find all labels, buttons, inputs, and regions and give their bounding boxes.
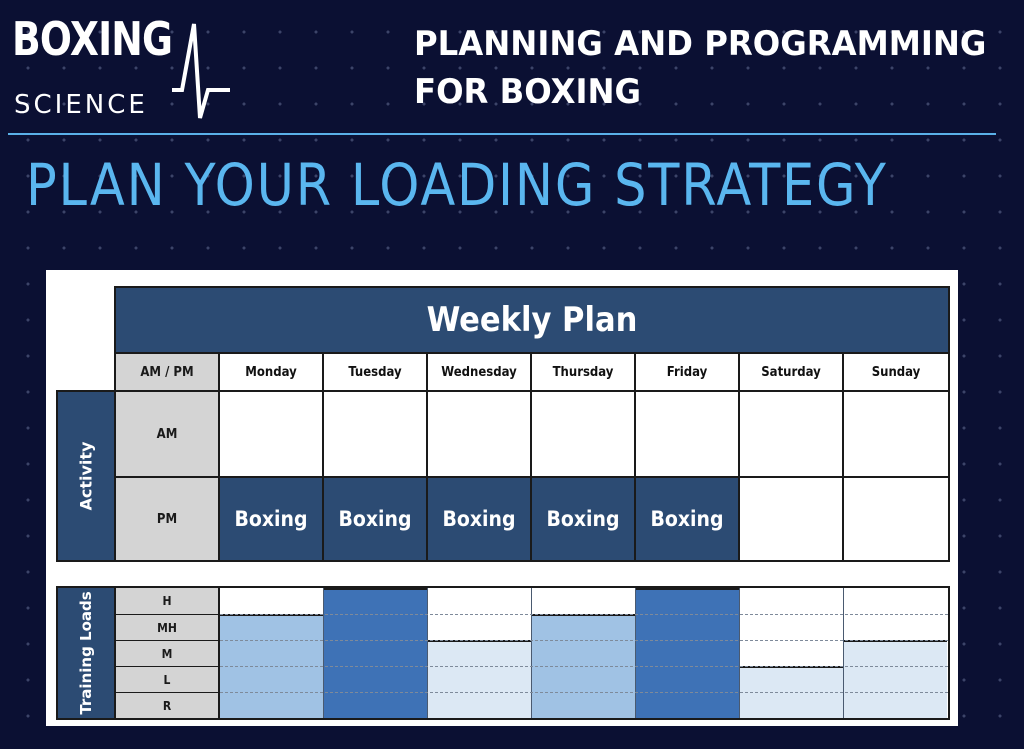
load-row-guide (220, 640, 948, 641)
pm-cell-monday: Boxing (218, 476, 324, 562)
pm-cell-saturday (738, 476, 844, 562)
training-loads-label: Training Loads (77, 591, 95, 715)
load-level-h: H (162, 594, 172, 608)
header-title (414, 20, 986, 116)
load-column-divider (635, 588, 636, 718)
am-cell-monday (218, 390, 324, 478)
pm-row-label: PM (114, 476, 220, 562)
weekly-plan-panel (46, 270, 958, 726)
day-header-sunday: Sunday (842, 352, 950, 392)
pm-cell-wednesday: Boxing (426, 476, 532, 562)
day-header-wednesday: Wednesday (426, 352, 532, 392)
load-bar-friday (636, 588, 739, 718)
load-level-mh: MH (116, 614, 218, 641)
day-header-thursday: Thursday (530, 352, 636, 392)
load-bar-sunday (844, 640, 947, 718)
boxing-science-logo (12, 12, 227, 122)
training-load-chart (218, 586, 950, 720)
day-header-tuesday: Tuesday (322, 352, 428, 392)
am-cell-thursday (530, 390, 636, 478)
ampm-header: AM / PM (114, 352, 220, 392)
load-column-divider (739, 588, 740, 718)
load-column-divider (323, 588, 324, 718)
load-row-guide (220, 692, 948, 693)
am-cell-saturday (738, 390, 844, 478)
logo-word-boxing: BOXING (12, 12, 173, 66)
activity-side-label (56, 390, 116, 562)
training-loads-side-label (56, 586, 116, 720)
load-bar-tuesday (324, 588, 427, 718)
page-title: PLAN YOUR LOADING STRATEGY (26, 151, 888, 219)
day-header-saturday: Saturday (738, 352, 844, 392)
pm-cell-thursday: Boxing (530, 476, 636, 562)
load-row-guide (220, 614, 948, 615)
pm-cell-sunday (842, 476, 950, 562)
load-level-m: M (116, 640, 218, 667)
load-column-divider (531, 588, 532, 718)
day-header-friday: Friday (634, 352, 740, 392)
am-cell-friday (634, 390, 740, 478)
header-divider (8, 133, 996, 135)
pm-cell-tuesday: Boxing (322, 476, 428, 562)
am-cell-sunday (842, 390, 950, 478)
day-header-monday: Monday (218, 352, 324, 392)
load-column-divider (843, 588, 844, 718)
load-level-r: R (116, 692, 218, 719)
load-level-l: L (116, 666, 218, 693)
header-title-line1: PLANNING AND PROGRAMMING (414, 24, 987, 64)
load-column-divider (427, 588, 428, 718)
load-bar-wednesday (428, 640, 531, 718)
heartbeat-icon (172, 22, 232, 122)
load-row-guide (220, 666, 948, 667)
load-level-column (114, 586, 220, 720)
am-cell-wednesday (426, 390, 532, 478)
pm-cell-friday: Boxing (634, 476, 740, 562)
weekly-plan-title: Weekly Plan (114, 286, 950, 354)
am-row-label: AM (114, 390, 220, 478)
header-title-line2: FOR BOXING (414, 72, 642, 112)
logo-word-science: SCIENCE (14, 90, 148, 120)
am-cell-tuesday (322, 390, 428, 478)
activity-label: Activity (76, 441, 96, 511)
